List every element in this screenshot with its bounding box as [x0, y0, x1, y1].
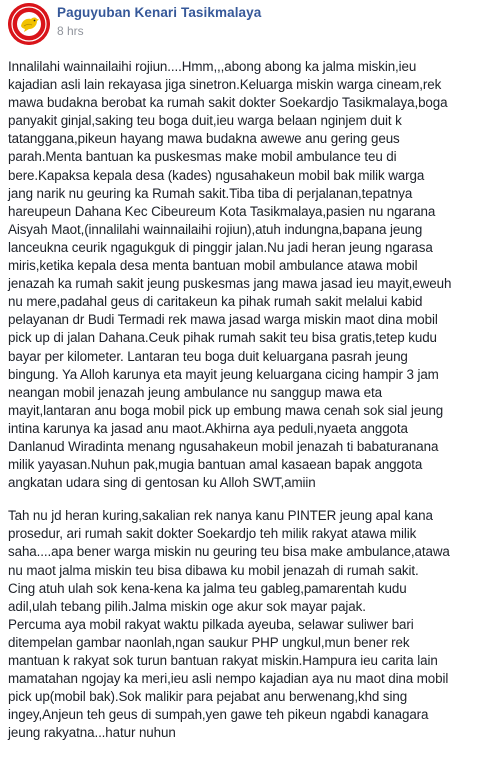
- post-timestamp[interactable]: 8 hrs: [57, 24, 84, 38]
- post-meta: [57, 24, 84, 38]
- post-header: [0, 0, 492, 50]
- page-name-link[interactable]: Paguyuban Kenari Tasikmalaya: [57, 5, 262, 20]
- post-body: [8, 58, 488, 742]
- page-avatar[interactable]: [8, 3, 50, 45]
- post-paragraph: Innalilahi wainnailaihi rojiun....Hmm,,,abong abong ka jalma miskin,ieu kajadian asli lain rekayasa jiga sinetron.Keluarga miskin warga cineam,rek mawa budakna berobat ka rumah sakit dokter Soekardjo Tasikmalaya,boga panyakit ginjal,saking teu boga duit,ieu warga belaan nginjem duit k tatanggana,pikeun hayang mawa budakna awewe anu gering geus parah.Menta bantuan ka puskesmas make mobil ambulance teu di bere.Kapaksa kepala desa (kades) ngusahakeun mobil bak milik warga jang narik nu geuring ka Rumah sakit.Tiba tiba di perjalanan,tepatnya hareupeun Dahana Kec Cibeureum Kota Tasikmalaya,pasien nu ngarana Aisyah Maot,(innalilahi wainnailaihi rojiun),atuh indungna,bapana jeung lanceukna ceurik ngagukguk di pinggir jalan.Nu jadi heran jeung ngarasa miris,ketika kepala desa menta bantuan mobil ambulance atawa mobil jenazah ka rumah sakit jeung puskesmas jang mawa jasad ieu mayit,eweuh nu mere,padahal geus di caritakeun ka pihak rumah sakit melalui kabid pelayanan dr Budi Termadi rek mawa jasad warga miskin maot dina mobil pick up di jalan Dahana.Ceuk pihak rumah sakit teu bisa gratis,tetep kudu bayar per kilometer. Lantaran teu boga duit keluargana pasrah jeung bingung. Ya Alloh karunya eta mayit jeung keluargana cicing hampir 3 jam neangan mobil jenazah jeung ambulance nu sanggup mawa eta mayit,lantaran anu boga mobil pick up embung mawa cenah sok sial jeung intina karunya ka jasad anu maot.Akhirna aya peduli,nyaeta anggota Danlanud Wiradinta menang ngusahakeun mobil jenazah ti babaturanana milik yayasan.Nuhun pak,mugia bantuan amal kasaean bapak anggota angkatan udara sing di gentosan ku Alloh SWT,amiin: [8, 59, 452, 491]
- post-paragraph: Tah nu jd heran kuring,sakalian rek nanya kanu PINTER jeung apal kana prosedur, ari rumah sakit dokter Soekardjo teh milik rakyat atawa milik saha....apa bener warga miskin nu geuring teu bisa make ambulance,atawa nu maot jalma miskin teu bisa dibawa ku mobil jenazah di rumah sakit. Cing atuh ulah sok kena-kena ka jalma teu gableg,pamarentah kudu adil,ulah tebang pilih.Jalma miskin oge akur sok mayar pajak. Percuma aya mobil rakyat waktu pilkada ayeuba, selawar suliwer bari ditempelan gambar naonlah,ngan saukur PHP ungkul,mun bener rek mantuan k rakyat sok turun bantuan rakyat miskin.Hampura ieu carita lain mamatahan ngojay ka meri,ieu asli nempo kajadian aya nu maot dina mobil pick up(mobil bak).Sok malikir para pejabat anu berwenang,khd sing ingey,Anjeun teh geus di sumpah,yen gawe teh pikeun ngabdi kanagara jeung rakyatna...hatur nuhun: [8, 508, 450, 741]
- canary-bird-logo-icon: [8, 3, 50, 45]
